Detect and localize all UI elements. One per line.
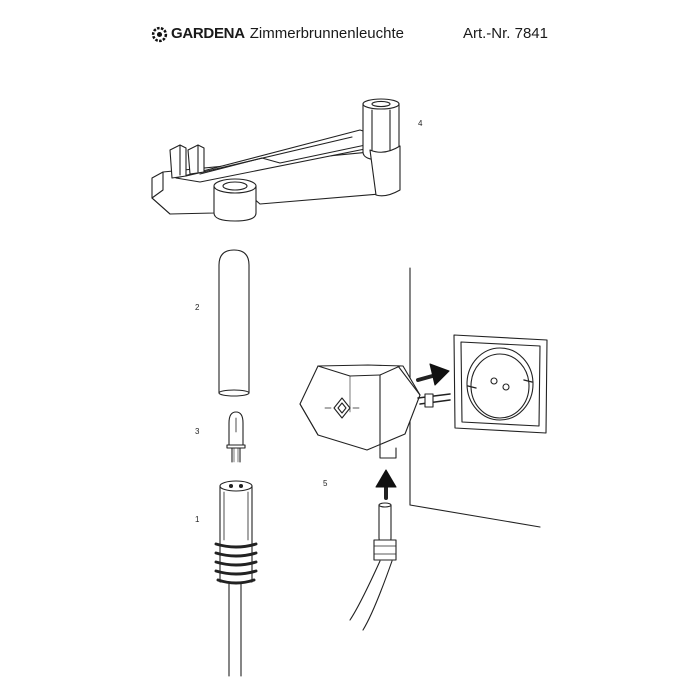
- halogen-bulb: [227, 412, 245, 462]
- part-label-5: 5: [323, 479, 328, 488]
- article-number: Art.-Nr. 7841: [462, 25, 548, 42]
- part-label-3: 3: [195, 427, 200, 436]
- part-label-4: 4: [418, 119, 423, 128]
- product-title: Zimmerbrunnenleuchte: [249, 25, 404, 42]
- lamp-socket: [216, 481, 256, 676]
- part-label-1: 1: [195, 515, 200, 524]
- transformer-plug: [350, 503, 396, 630]
- brand-name: GARDENA: [171, 25, 245, 42]
- arrow-icon: [418, 364, 449, 385]
- wall-outlet: [454, 335, 547, 433]
- arrow-icon: [376, 470, 396, 498]
- part-label-2: 2: [195, 303, 200, 312]
- base-holder: [152, 99, 400, 221]
- glass-tube: [219, 250, 249, 396]
